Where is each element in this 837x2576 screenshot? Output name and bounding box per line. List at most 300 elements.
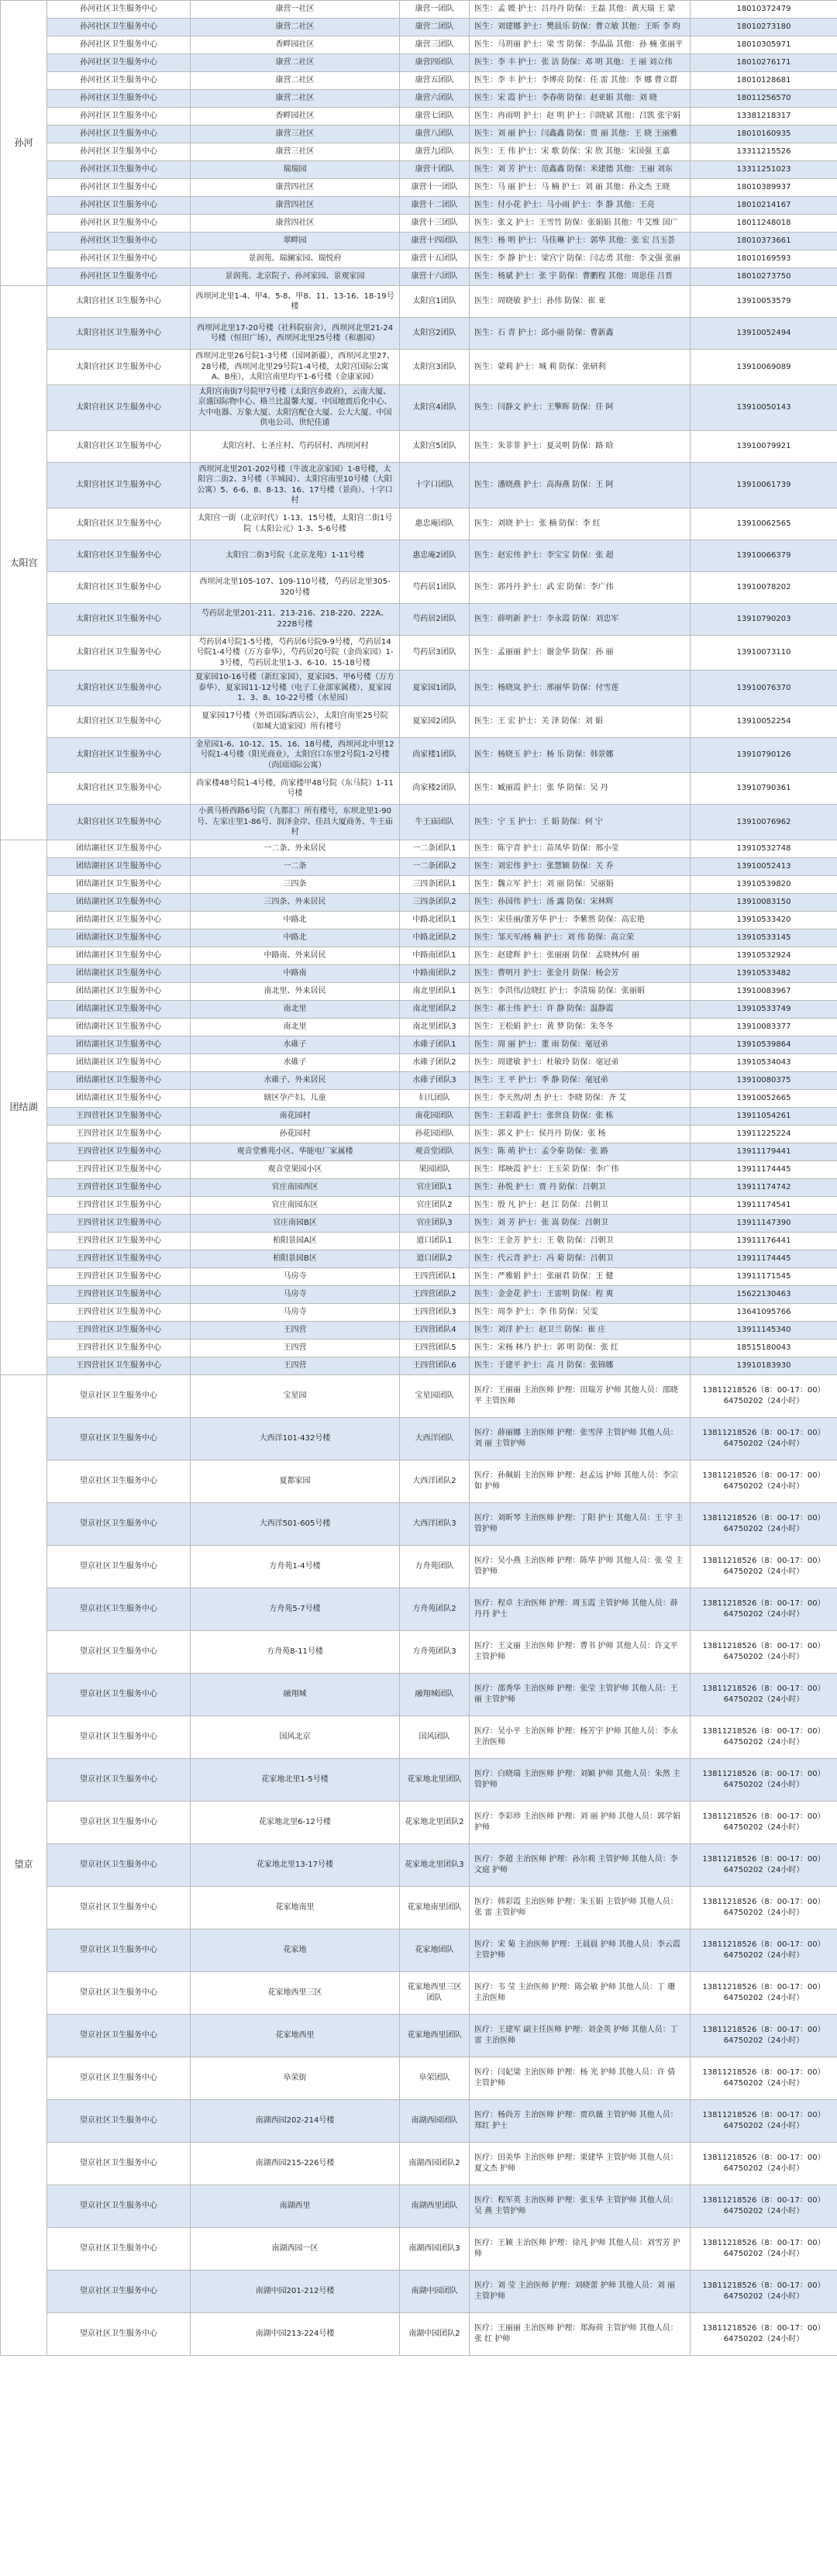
contact-phone-cell: 13811218526（8：00-17：00）64750202（24小时） xyxy=(691,1843,837,1886)
table-row xyxy=(1,197,837,215)
table-row xyxy=(1,1196,837,1214)
contact-phone-cell: 13811218526（8：00-17：00）64750202（24小时） xyxy=(691,1886,837,1929)
contact-phone-cell: 13910078202 xyxy=(691,571,837,603)
table-row xyxy=(1,1285,837,1303)
service-center-cell: 孙河社区卫生服务中心 xyxy=(47,215,191,233)
contact-phone-cell: 13910533420 xyxy=(691,911,837,929)
service-center-cell: 望京社区卫生服务中心 xyxy=(47,1801,191,1843)
service-center-cell: 王四营社区卫生服务中心 xyxy=(47,1107,191,1125)
contact-phone-cell: 13811218526（8：00-17：00）64750202（24小时） xyxy=(691,1716,837,1758)
contact-phone-cell: 13911174445 xyxy=(691,1160,837,1178)
service-center-cell: 望京社区卫生服务中心 xyxy=(47,2312,191,2355)
team-name-cell: 康营五团队 xyxy=(400,72,470,90)
service-center-cell: 望京社区卫生服务中心 xyxy=(47,1929,191,1971)
contact-phone-cell: 13910069089 xyxy=(691,350,837,385)
team-members-cell: 医生：王彩霞 护士：张世良 防保：张 栋 xyxy=(470,1107,691,1125)
service-area-cell: 芍药居4号院1-5号楼，芍药居6号院9-9号楼，芍药居14号院1-4号楼（万方泰华），芍药居20号院（金尚家园）1-3号楼，芍药居北里1-3、6-10、15-18号楼 xyxy=(191,635,400,671)
team-members-cell: 医疗：白晓瑞 主治医师 护理：刘颖 护师 其他人员：朱然 主管护师 xyxy=(470,1758,691,1801)
service-center-cell: 孙河社区卫生服务中心 xyxy=(47,1,191,19)
service-area-cell: 花家地西里 xyxy=(191,2014,400,2057)
service-area-cell: 王四营 xyxy=(191,1339,400,1357)
contact-phone-cell: 13811218526（8：00-17：00）64750202（24小时） xyxy=(691,1374,837,1417)
contact-phone-cell: 13910533145 xyxy=(691,929,837,947)
team-members-cell: 医生：赵宏伟 护士：李宝宝 防保：张 超 xyxy=(470,540,691,571)
street-name-cell: 太阳宫 xyxy=(1,286,47,840)
contact-phone-cell: 13910083150 xyxy=(691,893,837,911)
team-members-cell: 医生：郝士伟 护士：许 静 防保：温静霞 xyxy=(470,1000,691,1018)
team-name-cell: 芍药居2团队 xyxy=(400,603,470,635)
table-row xyxy=(1,875,837,893)
service-area-cell: 方舟苑1-4号楼 xyxy=(191,1545,400,1588)
contact-phone-cell: 18010160935 xyxy=(691,126,837,143)
service-area-cell: 花家地西里三区 xyxy=(191,1971,400,2014)
service-center-cell: 孙河社区卫生服务中心 xyxy=(47,197,191,215)
table-row xyxy=(1,1071,837,1089)
contact-phone-cell: 13910073110 xyxy=(691,635,837,671)
contact-phone-cell: 13910790203 xyxy=(691,603,837,635)
table-row xyxy=(1,2185,837,2227)
team-members-cell: 医生：朱菲菲 护士：夏灵明 防保：路 晗 xyxy=(470,430,691,462)
service-center-cell: 团结湖社区卫生服务中心 xyxy=(47,929,191,947)
contact-phone-cell: 13811218526（8：00-17：00）64750202（24小时） xyxy=(691,1673,837,1716)
team-members-cell: 医生：冉雨明 护士：赵 明 护士：闫晓斌 其他：吕凯 张宇娟 xyxy=(470,108,691,126)
team-members-cell: 医生：王 宏 护士：关 泽 防保：刘 娟 xyxy=(470,705,691,737)
table-row xyxy=(1,1107,837,1125)
team-name-cell: 道口团队2 xyxy=(400,1250,470,1267)
table-row xyxy=(1,2057,837,2099)
contact-phone-cell: 13911147390 xyxy=(691,1214,837,1232)
contact-phone-cell: 13811218526（8：00-17：00）64750202（24小时） xyxy=(691,1630,837,1673)
service-area-cell: 西坝河北里201-202号楼（牛波北京家园）1-8号楼，太阳宫二街2、3号楼（羊城园）、太阳宫南里10号楼（大阳公寓）5、6-6、8、8-13、16、17号楼（景尚）、十字口村 xyxy=(191,462,400,508)
service-center-cell: 望京社区卫生服务中心 xyxy=(47,1971,191,2014)
table-row xyxy=(1,90,837,108)
table-row xyxy=(1,1089,837,1107)
service-center-cell: 太阳宫社区卫生服务中心 xyxy=(47,318,191,350)
contact-phone-cell: 13910083967 xyxy=(691,982,837,1000)
table-row xyxy=(1,233,837,250)
table-row xyxy=(1,840,837,857)
service-center-cell: 孙河社区卫生服务中心 xyxy=(47,250,191,268)
service-area-cell: 康营一社区 xyxy=(191,1,400,19)
contact-phone-cell: 13910066379 xyxy=(691,540,837,571)
table-row xyxy=(1,1758,837,1801)
service-center-cell: 王四营社区卫生服务中心 xyxy=(47,1267,191,1285)
contact-phone-cell: 13910052254 xyxy=(691,705,837,737)
team-members-cell: 医生：李天然/胡 杰 护士：李晓 防保：齐 艾 xyxy=(470,1089,691,1107)
service-area-cell: 香畔园社区 xyxy=(191,36,400,54)
team-name-cell: 南湖西园团队3 xyxy=(400,2227,470,2270)
service-area-cell: 太阳宫二街3号院（北京龙苑）1-11号楼 xyxy=(191,540,400,571)
service-area-cell: 太阳宫一街（北京时代）1-13、15号楼，太阳宫二街1号院（太阳公元）1-3、5-6号楼 xyxy=(191,508,400,540)
service-center-cell: 孙河社区卫生服务中心 xyxy=(47,143,191,161)
service-area-cell: 孙花园村 xyxy=(191,1125,400,1143)
team-members-cell: 医疗：王丽丽 主治医师 护理：田瑞芳 护师 其他人员：邵晓 平 主管医师 xyxy=(470,1374,691,1417)
team-members-cell: 医生：李 丰 护士：张 洁 防保：邓 明 其他：王 丽 刘立伟 xyxy=(470,54,691,72)
team-members-cell: 医生：代云青 护士：冯 菊 防保：吕朝卫 xyxy=(470,1250,691,1267)
table-row xyxy=(1,350,837,385)
team-members-cell: 医生：孟 媛 护士：吕丹丹 防保：王磊 其他：黄天瑞 王 蒙 xyxy=(470,1,691,19)
service-area-cell: 方舟苑5-7号楼 xyxy=(191,1588,400,1630)
team-members-cell: 医疗：韩彩霞 主治医师 护理：朱玉娟 主管护师 其他人员：张 雷 主管护师 xyxy=(470,1886,691,1929)
service-area-cell: 南湖中园213-224号楼 xyxy=(191,2312,400,2355)
service-center-cell: 望京社区卫生服务中心 xyxy=(47,2227,191,2270)
table-row xyxy=(1,1630,837,1673)
contact-phone-cell: 13910079921 xyxy=(691,430,837,462)
service-center-cell: 孙河社区卫生服务中心 xyxy=(47,233,191,250)
service-area-cell: 康营二社区 xyxy=(191,90,400,108)
service-area-cell: 南湖中园201-212号楼 xyxy=(191,2270,400,2312)
team-members-cell: 医生：马 丽 护士：马 楠 护士：刘 丽 其他：孙文杰 王晓 xyxy=(470,179,691,197)
contact-phone-cell: 18010372479 xyxy=(691,1,837,19)
contact-phone-cell: 18010169593 xyxy=(691,250,837,268)
team-members-cell: 医生：魏立军 护士：刘 丽 防保：吴丽娟 xyxy=(470,875,691,893)
service-center-cell: 王四营社区卫生服务中心 xyxy=(47,1196,191,1214)
table-row xyxy=(1,2014,837,2057)
team-members-cell: 医生：王金芳 护士：王 敬 防保：吕朝卫 xyxy=(470,1232,691,1250)
team-name-cell: 王四营团队4 xyxy=(400,1321,470,1339)
table-row xyxy=(1,2270,837,2312)
team-name-cell: 官庄团队1 xyxy=(400,1178,470,1196)
table-row xyxy=(1,1000,837,1018)
team-members-cell: 医生：殷 凡 护士：赵 江 防保：吕朝卫 xyxy=(470,1196,691,1214)
team-members-cell: 医生：潘晓燕 护士：高海燕 防保：王 阿 xyxy=(470,462,691,508)
team-members-cell: 医生：刘 芳 护士：范鑫鑫 防保：米建德 其他：王丽 刘东 xyxy=(470,161,691,179)
team-name-cell: 国风团队 xyxy=(400,1716,470,1758)
service-area-cell: 三四条、外来居民 xyxy=(191,893,400,911)
table-row xyxy=(1,964,837,982)
team-name-cell: 康营一团队 xyxy=(400,1,470,19)
contact-phone-cell: 13381218317 xyxy=(691,108,837,126)
team-members-cell: 医生：石 青 护士：邱小丽 防保：曹新鑫 xyxy=(470,318,691,350)
service-area-cell: 景润苑、北京院子、孙河家园、景观家园 xyxy=(191,268,400,286)
service-area-cell: 金星园1-6、10-12、15、16、18号楼，西坝河北中里12号院1-4号楼（阳光商业），太阳宫口东里2号院1-2号楼（尚国国际公寓） xyxy=(191,737,400,773)
service-center-cell: 王四营社区卫生服务中心 xyxy=(47,1232,191,1250)
team-name-cell: 太阳宫3团队 xyxy=(400,350,470,385)
table-row xyxy=(1,318,837,350)
service-area-cell: 南湖西里 xyxy=(191,2185,400,2227)
contact-phone-cell: 13910534043 xyxy=(691,1054,837,1071)
contact-phone-cell: 18010305971 xyxy=(691,36,837,54)
team-name-cell: 中路北团队2 xyxy=(400,929,470,947)
team-name-cell: 花家地南里团队 xyxy=(400,1886,470,1929)
service-area-cell: 西坝河北里1-4、甲4、5-8、甲8、11、13-16、18-19号楼 xyxy=(191,286,400,318)
team-members-cell: 医疗：王文丽 主治医师 护理：曹书 护师 其他人员：许文平 主管护师 xyxy=(470,1630,691,1673)
service-center-cell: 团结湖社区卫生服务中心 xyxy=(47,947,191,964)
table-row xyxy=(1,603,837,635)
table-row xyxy=(1,929,837,947)
team-name-cell: 花家地北里团队3 xyxy=(400,1843,470,1886)
team-members-cell: 医生：李洪伟/边晓红 护士：李清瑞 防保：张丽娟 xyxy=(470,982,691,1000)
service-center-cell: 孙河社区卫生服务中心 xyxy=(47,161,191,179)
team-members-cell: 医生：周建敏 护士：杜敏玲 防保：毫冠弟 xyxy=(470,1054,691,1071)
service-area-cell: 翠畔园 xyxy=(191,233,400,250)
team-members-cell: 医生：郭丹丹 护士：武 宏 防保：李广伟 xyxy=(470,571,691,603)
service-area-cell: 国风北京 xyxy=(191,1716,400,1758)
service-area-cell: 尚家楼48号院1-4号楼，尚家楼甲48号院（东马院）1-11号楼 xyxy=(191,773,400,805)
contact-phone-cell: 13910532748 xyxy=(691,840,837,857)
service-center-cell: 望京社区卫生服务中心 xyxy=(47,2185,191,2227)
team-name-cell: 三四条团队2 xyxy=(400,893,470,911)
team-members-cell: 医生：李 静 护士：梁宫宁 防保：闫志勇 其他：李文强 张丽 xyxy=(470,250,691,268)
table-row xyxy=(1,143,837,161)
service-center-cell: 太阳宫社区卫生服务中心 xyxy=(47,705,191,737)
team-members-cell: 医生：郑映霞 护士：王玉荣 防保：李广伟 xyxy=(470,1160,691,1178)
service-center-cell: 孙河社区卫生服务中心 xyxy=(47,90,191,108)
service-center-cell: 团结湖社区卫生服务中心 xyxy=(47,857,191,875)
team-name-cell: 一二条团队1 xyxy=(400,840,470,857)
service-center-cell: 王四营社区卫生服务中心 xyxy=(47,1143,191,1160)
team-members-cell: 医疗：邵秀华 主治医师 护理：张莹 主管护师 其他人员：王 丽 主管护师 xyxy=(470,1673,691,1716)
team-members-cell: 医生：孟丽丽 护士：谢金华 防保：孙 丽 xyxy=(470,635,691,671)
team-members-cell: 医疗：吴小燕 主治医师 护理：陈华 护师 其他人员：张 莹 主管护师 xyxy=(470,1545,691,1588)
table-row xyxy=(1,857,837,875)
table-row xyxy=(1,982,837,1000)
table-row xyxy=(1,430,837,462)
contact-phone-cell: 18011248018 xyxy=(691,215,837,233)
contact-phone-cell: 18010389937 xyxy=(691,179,837,197)
contact-phone-cell: 13911174541 xyxy=(691,1196,837,1214)
service-area-cell: 官庄南园西区 xyxy=(191,1178,400,1196)
team-name-cell: 王四营团队6 xyxy=(400,1357,470,1374)
table-row xyxy=(1,1178,837,1196)
team-name-cell: 大西洋团队3 xyxy=(400,1502,470,1545)
service-center-cell: 望京社区卫生服务中心 xyxy=(47,1886,191,1929)
table-row xyxy=(1,1374,837,1417)
team-members-cell: 医生：闫静文 护士：王擎晖 防保：任 阿 xyxy=(470,385,691,430)
service-area-cell: 水碓子 xyxy=(191,1036,400,1054)
service-center-cell: 望京社区卫生服务中心 xyxy=(47,1630,191,1673)
team-members-cell: 医生：杨晓岚 护士：邢丽华 防保：付雪莲 xyxy=(470,671,691,706)
service-center-cell: 望京社区卫生服务中心 xyxy=(47,1545,191,1588)
service-area-cell: 夏都家园 xyxy=(191,1460,400,1502)
service-area-cell: 景润苑、瑞澜家园、瑞悦府 xyxy=(191,250,400,268)
service-center-cell: 王四营社区卫生服务中心 xyxy=(47,1339,191,1357)
team-members-cell: 医生：宋佳丽/董芳华 护士：李紫然 防保：高宏艳 xyxy=(470,911,691,929)
team-members-cell: 医生：陈 萌 护士：孟令秦 防保：张 路 xyxy=(470,1143,691,1160)
team-name-cell: 方舟苑团队3 xyxy=(400,1630,470,1673)
service-center-cell: 团结湖社区卫生服务中心 xyxy=(47,1089,191,1107)
service-center-cell: 孙河社区卫生服务中心 xyxy=(47,72,191,90)
table-row xyxy=(1,1843,837,1886)
service-area-cell: 南湖西园一区 xyxy=(191,2227,400,2270)
service-area-cell: 中路南 xyxy=(191,964,400,982)
service-center-cell: 望京社区卫生服务中心 xyxy=(47,1417,191,1460)
service-area-cell: 官庄南园B区 xyxy=(191,1214,400,1232)
service-area-cell: 中路北 xyxy=(191,929,400,947)
contact-phone-cell: 13811218526（8：00-17：00）64750202（24小时） xyxy=(691,2142,837,2185)
team-members-cell: 医疗：闫妃梁 主治医师 护理：杨 光 护师 其他人员：许 倩 主管护师 xyxy=(470,2057,691,2099)
table-row xyxy=(1,72,837,90)
team-members-cell: 医疗：韦 莹 主治医师 护理：陈会敏 护师 其他人员：丁 珊 主治医师 xyxy=(470,1971,691,2014)
service-center-cell: 望京社区卫生服务中心 xyxy=(47,1673,191,1716)
team-members-cell: 医生：宁 玉 护士：王 娟 防保：何 宁 xyxy=(470,805,691,840)
team-name-cell: 三四条团队1 xyxy=(400,875,470,893)
team-name-cell: 宝星园团队 xyxy=(400,1374,470,1417)
table-row xyxy=(1,1588,837,1630)
service-center-cell: 太阳宫社区卫生服务中心 xyxy=(47,603,191,635)
team-name-cell: 夏家园1团队 xyxy=(400,671,470,706)
contact-phone-cell: 18010214167 xyxy=(691,197,837,215)
team-name-cell: 王四营团队2 xyxy=(400,1285,470,1303)
table-row xyxy=(1,2142,837,2185)
contact-phone-cell: 13811218526（8：00-17：00）64750202（24小时） xyxy=(691,1545,837,1588)
table-row xyxy=(1,1886,837,1929)
team-name-cell: 官庄团队2 xyxy=(400,1196,470,1214)
table-row xyxy=(1,911,837,929)
team-name-cell: 水碓子团队3 xyxy=(400,1071,470,1089)
team-members-cell: 医生：臧丽霞 护士：张 华 防保：吴 丹 xyxy=(470,773,691,805)
table-row xyxy=(1,540,837,571)
contact-phone-cell: 13811218526（8：00-17：00）64750202（24小时） xyxy=(691,1417,837,1460)
contact-phone-cell: 13910052494 xyxy=(691,318,837,350)
service-center-cell: 团结湖社区卫生服务中心 xyxy=(47,1036,191,1054)
team-name-cell: 南湖中园团队 xyxy=(400,2270,470,2312)
contact-phone-cell: 13911054261 xyxy=(691,1107,837,1125)
contact-phone-cell: 13811218526（8：00-17：00）64750202（24小时） xyxy=(691,2014,837,2057)
team-members-cell: 医生：孙悦 护士：贾 丹 防保：吕朝卫 xyxy=(470,1178,691,1196)
service-area-cell: 方舟苑8-11号楼 xyxy=(191,1630,400,1673)
service-center-cell: 望京社区卫生服务中心 xyxy=(47,1588,191,1630)
table-row xyxy=(1,671,837,706)
service-area-cell: 康营四社区 xyxy=(191,179,400,197)
table-row xyxy=(1,19,837,36)
service-area-cell: 王四营 xyxy=(191,1357,400,1374)
contact-phone-cell: 13910052665 xyxy=(691,1089,837,1107)
table-row xyxy=(1,508,837,540)
team-members-cell: 医生：金金花 护士：王雷明 防保：程 爽 xyxy=(470,1285,691,1303)
team-members-cell: 医疗：杨尚芳 主治医师 护理：贾玖薇 主管护师 其他人员：郑红 护士 xyxy=(470,2099,691,2142)
table-row xyxy=(1,108,837,126)
table-row xyxy=(1,1303,837,1321)
team-members-cell: 医生：杨晓玉 护士：杨 乐 防保：韩景娜 xyxy=(470,737,691,773)
team-name-cell: 康营四团队 xyxy=(400,54,470,72)
contact-phone-cell: 13911174742 xyxy=(691,1178,837,1196)
team-members-cell: 医生：王松娟 护士：黄 梦 防保：朱冬冬 xyxy=(470,1018,691,1036)
table-row xyxy=(1,737,837,773)
team-name-cell: 康营十六团队 xyxy=(400,268,470,286)
table-row xyxy=(1,1267,837,1285)
service-area-cell: 水碓子、外来居民 xyxy=(191,1071,400,1089)
service-center-cell: 王四营社区卫生服务中心 xyxy=(47,1303,191,1321)
service-area-cell: 太阳宫村、七圣庄村、芍药居村、西坝河村 xyxy=(191,430,400,462)
contact-phone-cell: 13910062565 xyxy=(691,508,837,540)
service-center-cell: 王四营社区卫生服务中心 xyxy=(47,1178,191,1196)
table-row xyxy=(1,1801,837,1843)
service-area-cell: 西坝河北里105-107、109-110号楼，芍药居北里305-320号楼 xyxy=(191,571,400,603)
table-row xyxy=(1,1250,837,1267)
team-name-cell: 康营十二团队 xyxy=(400,197,470,215)
service-area-cell: 康营二社区 xyxy=(191,72,400,90)
team-name-cell: 康营六团队 xyxy=(400,90,470,108)
contact-phone-cell: 18011256570 xyxy=(691,90,837,108)
service-area-cell: 花家地北里13-17号楼 xyxy=(191,1843,400,1886)
service-area-cell: 康营二社区 xyxy=(191,19,400,36)
table-row xyxy=(1,1502,837,1545)
team-name-cell: 惠忠庵2团队 xyxy=(400,540,470,571)
team-members-cell: 医生：周 丽 护士：董 雨 防保：毫冠弟 xyxy=(470,1036,691,1054)
team-name-cell: 王四营团队1 xyxy=(400,1267,470,1285)
team-members-cell: 医生：蒙莉 护士：城 莉 防保：张研利 xyxy=(470,350,691,385)
service-area-cell: 花家地北里6-12号楼 xyxy=(191,1801,400,1843)
contact-phone-cell: 13311215526 xyxy=(691,143,837,161)
service-area-cell: 康营四社区 xyxy=(191,215,400,233)
contact-phone-cell: 13910076370 xyxy=(691,671,837,706)
team-name-cell: 王四营团队3 xyxy=(400,1303,470,1321)
service-center-cell: 团结湖社区卫生服务中心 xyxy=(47,875,191,893)
service-area-cell: 官庄南园东区 xyxy=(191,1196,400,1214)
table-row xyxy=(1,705,837,737)
team-name-cell: 尚家楼2团队 xyxy=(400,773,470,805)
team-name-cell: 大西洋团队 xyxy=(400,1417,470,1460)
table-row xyxy=(1,2312,837,2355)
table-row xyxy=(1,1214,837,1232)
team-members-cell: 医生：薛明新 护士：李永霞 防保：刘忠军 xyxy=(470,603,691,635)
contact-phone-cell: 13911179441 xyxy=(691,1143,837,1160)
service-center-cell: 望京社区卫生服务中心 xyxy=(47,2099,191,2142)
team-name-cell: 道口团队1 xyxy=(400,1232,470,1250)
service-center-cell: 太阳宫社区卫生服务中心 xyxy=(47,571,191,603)
team-members-cell: 医疗：李彩珍 主治医师 护理：刘 丽 护师 其他人员：郭学娟 护师 xyxy=(470,1801,691,1843)
service-center-cell: 望京社区卫生服务中心 xyxy=(47,2142,191,2185)
team-members-cell: 医疗：田美华 主治医师 护理：栗建华 主管护师 其他人员：夏文杰 护师 xyxy=(470,2142,691,2185)
team-name-cell: 方舟苑团队 xyxy=(400,1545,470,1588)
service-center-cell: 孙河社区卫生服务中心 xyxy=(47,268,191,286)
team-members-cell: 医疗：程军英 主治医师 护理：张玉华 主管护师 其他人员：吴 燕 主管护师 xyxy=(470,2185,691,2227)
service-area-cell: 大西洋101-432号楼 xyxy=(191,1417,400,1460)
service-area-cell: 西坝河北里26号院1-3号楼（国网新疆），西坝河北里27、28号楼，西坝河北里29号院1-4号楼，太阳宫国际公寓A、B座），太阳宫南里均平1-6号楼（金康家园） xyxy=(191,350,400,385)
service-center-cell: 孙河社区卫生服务中心 xyxy=(47,108,191,126)
service-area-cell: 柏阳景园A区 xyxy=(191,1232,400,1250)
team-members-cell: 医生：刘建娜 护士：樊晨乐 防保：曹立敏 其他：王昕 李 昀 xyxy=(470,19,691,36)
team-members-cell: 医疗：刘昕琴 主治医师 护理：丁阳 护士 其他人员：王 宇 主管护师 xyxy=(470,1502,691,1545)
service-center-cell: 太阳宫社区卫生服务中心 xyxy=(47,635,191,671)
contact-phone-cell: 18010373661 xyxy=(691,233,837,250)
table-row xyxy=(1,2099,837,2142)
service-area-cell: 香畔园社区 xyxy=(191,108,400,126)
team-members-cell: 医疗：宋 菊 主治医师 护理：王晨晨 护师 其他人员：李云霞 主管护师 xyxy=(470,1929,691,1971)
street-name-cell: 望京 xyxy=(1,1374,47,2355)
contact-phone-cell: 13910539864 xyxy=(691,1036,837,1054)
service-area-cell: 夏家园10-16号楼（新红家园），夏家园5、甲6号楼（万方泰华），夏家园11-12号楼（电子工业部家属楼），夏家园1、3、8、10-22号楼（水星园） xyxy=(191,671,400,706)
team-name-cell: 夏家园2团队 xyxy=(400,705,470,737)
team-name-cell: 花家地西里团队 xyxy=(400,2014,470,2057)
team-members-cell: 医疗：李超 主治医师 护理：孙尔莉 主管护师 其他人员：李文庭 护师 xyxy=(470,1843,691,1886)
service-area-cell: 南湖西园215-226号楼 xyxy=(191,2142,400,2185)
service-area-cell: 花家地北里1-5号楼 xyxy=(191,1758,400,1801)
team-name-cell: 康营十三团队 xyxy=(400,215,470,233)
contact-phone-cell: 13811218526（8：00-17：00）64750202（24小时） xyxy=(691,2099,837,2142)
service-center-cell: 孙河社区卫生服务中心 xyxy=(47,36,191,54)
contact-phone-cell: 13811218526（8：00-17：00）64750202（24小时） xyxy=(691,1971,837,2014)
contact-phone-cell: 13910533749 xyxy=(691,1000,837,1018)
team-members-cell: 医生：李 丰 护士：李博亮 防保：任 雷 其他：李 娜 曹立群 xyxy=(470,72,691,90)
contact-phone-cell: 13311251023 xyxy=(691,161,837,179)
team-name-cell: 中路北团队1 xyxy=(400,911,470,929)
team-members-cell: 医生：孙国伟 护士：汤 露 防保：宋林辉 xyxy=(470,893,691,911)
service-area-cell: 阜荣街 xyxy=(191,2057,400,2099)
service-area-cell: 观音堂雅苑小区、华能电厂家属楼 xyxy=(191,1143,400,1160)
contact-phone-cell: 13811218526（8：00-17：00）64750202（24小时） xyxy=(691,1929,837,1971)
table-row xyxy=(1,773,837,805)
service-center-cell: 望京社区卫生服务中心 xyxy=(47,1758,191,1801)
team-name-cell: 观音堂团队 xyxy=(400,1143,470,1160)
contact-phone-cell: 13811218526（8：00-17：00）64750202（24小时） xyxy=(691,2312,837,2355)
team-name-cell: 太阳宫1团队 xyxy=(400,286,470,318)
service-center-cell: 太阳宫社区卫生服务中心 xyxy=(47,540,191,571)
team-name-cell: 康营十五团队 xyxy=(400,250,470,268)
team-name-cell: 阜荣团队 xyxy=(400,2057,470,2099)
contact-phone-cell: 13910061739 xyxy=(691,462,837,508)
